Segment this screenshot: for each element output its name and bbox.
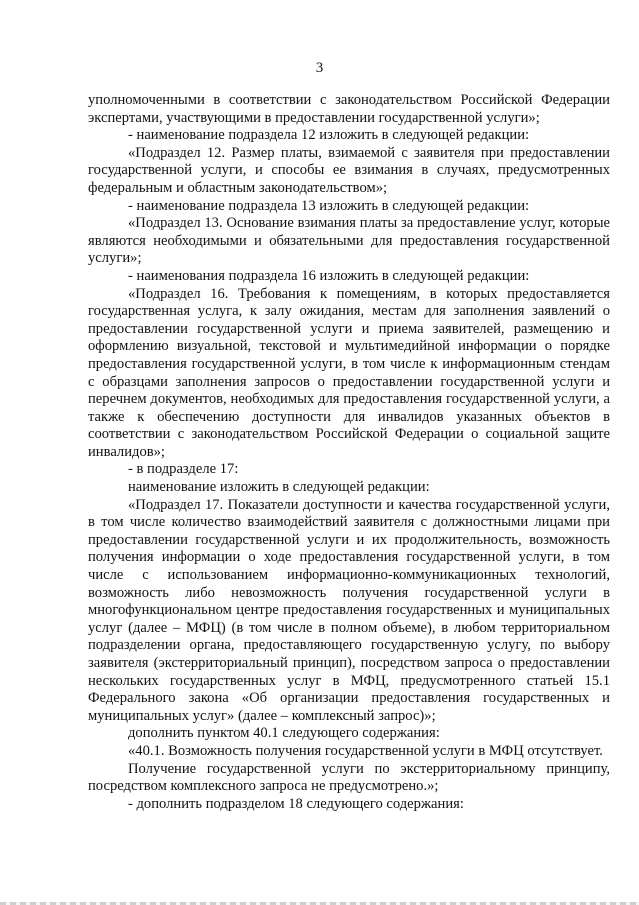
- paragraph-quote-subsection-17: «Подраздел 17. Показатели доступности и качества государственной услуги, в том числе количество взаимодействий заявителя с должностными лицами при предоставлении государственной услуги и их продолжительность, возможность получения информации о ходе предоставления государственной услуги, в том числе с использованием информационно-коммуникационных технологий, возможность либо невозможность получения государственной услуги в многофункциональном центре предоставления государственных и муниципальных услуг (далее – МФЦ) (в том числе в полном объеме), в любом территориальном подразделении органа, предоставляющего государственную услугу, по выбору заявителя (экстерриториальный принцип), посредством запроса о предоставлении нескольких государственных услуг в МФЦ, предусмотренного статьей 15.1 Федерального закона «Об организации предоставления государственных и муниципальных услуг» (далее – комплексный запрос)»;: [88, 496, 610, 724]
- paragraph-add-point-40-1: дополнить пунктом 40.1 следующего содержания:: [128, 725, 440, 742]
- paragraph-quote-subsection-12: «Подраздел 12. Размер платы, взимаемой с заявителя при предоставлении государственной услуги, и способы ее взимания в случаях, предусмотренных федеральным и областным законодательством»;: [88, 144, 610, 196]
- paragraph-item-subsection-17: - в подразделе 17:: [128, 461, 239, 478]
- paragraph-extraterritorial: Получение государственной услуги по экстерриториальному принципу, посредством комплексного запроса не предусмотрено.»;: [88, 760, 610, 795]
- document-body: [88, 92, 610, 813]
- paragraph-item-subsection-13: - наименование подраздела 13 изложить в следующей редакции:: [128, 197, 530, 214]
- paragraph-quote-subsection-13: «Подраздел 13. Основание взимания платы за предоставление услуг, которые являются необходимыми и обязательными для предоставления государственной услуги»;: [88, 215, 610, 267]
- paragraph-quote-subsection-16: «Подраздел 16. Требования к помещениям, в которых предоставляется государственная услуга, к залу ожидания, местам для заполнения заявлений о предоставлении государственной услуги и приема заявителей, размещению и оформлению визуальной, текстовой и мультимедийной информации о порядке предоставления государственной услуги, в том числе к информационным стендам с образцами заполнения запросов о предоставлении государственной услуги и перечнем документов, необходимых для предоставления государственной услуги, а также к обеспечению доступности для инвалидов указанных объектов в соответствии с законодательством Российской Федерации о социальной защите инвалидов»;: [88, 285, 610, 460]
- paragraph-title-instruction: наименование изложить в следующей редакции:: [128, 479, 430, 496]
- paragraph-item-subsection-16: - наименования подраздела 16 изложить в следующей редакции:: [128, 267, 530, 284]
- paragraph-item-subsection-18: - дополнить подразделом 18 следующего содержания:: [128, 795, 464, 812]
- paragraph-point-40-1: «40.1. Возможность получения государственной услуги в МФЦ отсутствует.: [128, 742, 603, 759]
- paragraph-item-subsection-12: - наименование подраздела 12 изложить в следующей редакции:: [128, 127, 530, 144]
- paragraph-continuation: уполномоченными в соответствии с законодательством Российской Федерации экспертами, участвующими в предоставлении государственной услуги»;: [88, 92, 610, 126]
- page-number: 3: [315, 60, 324, 76]
